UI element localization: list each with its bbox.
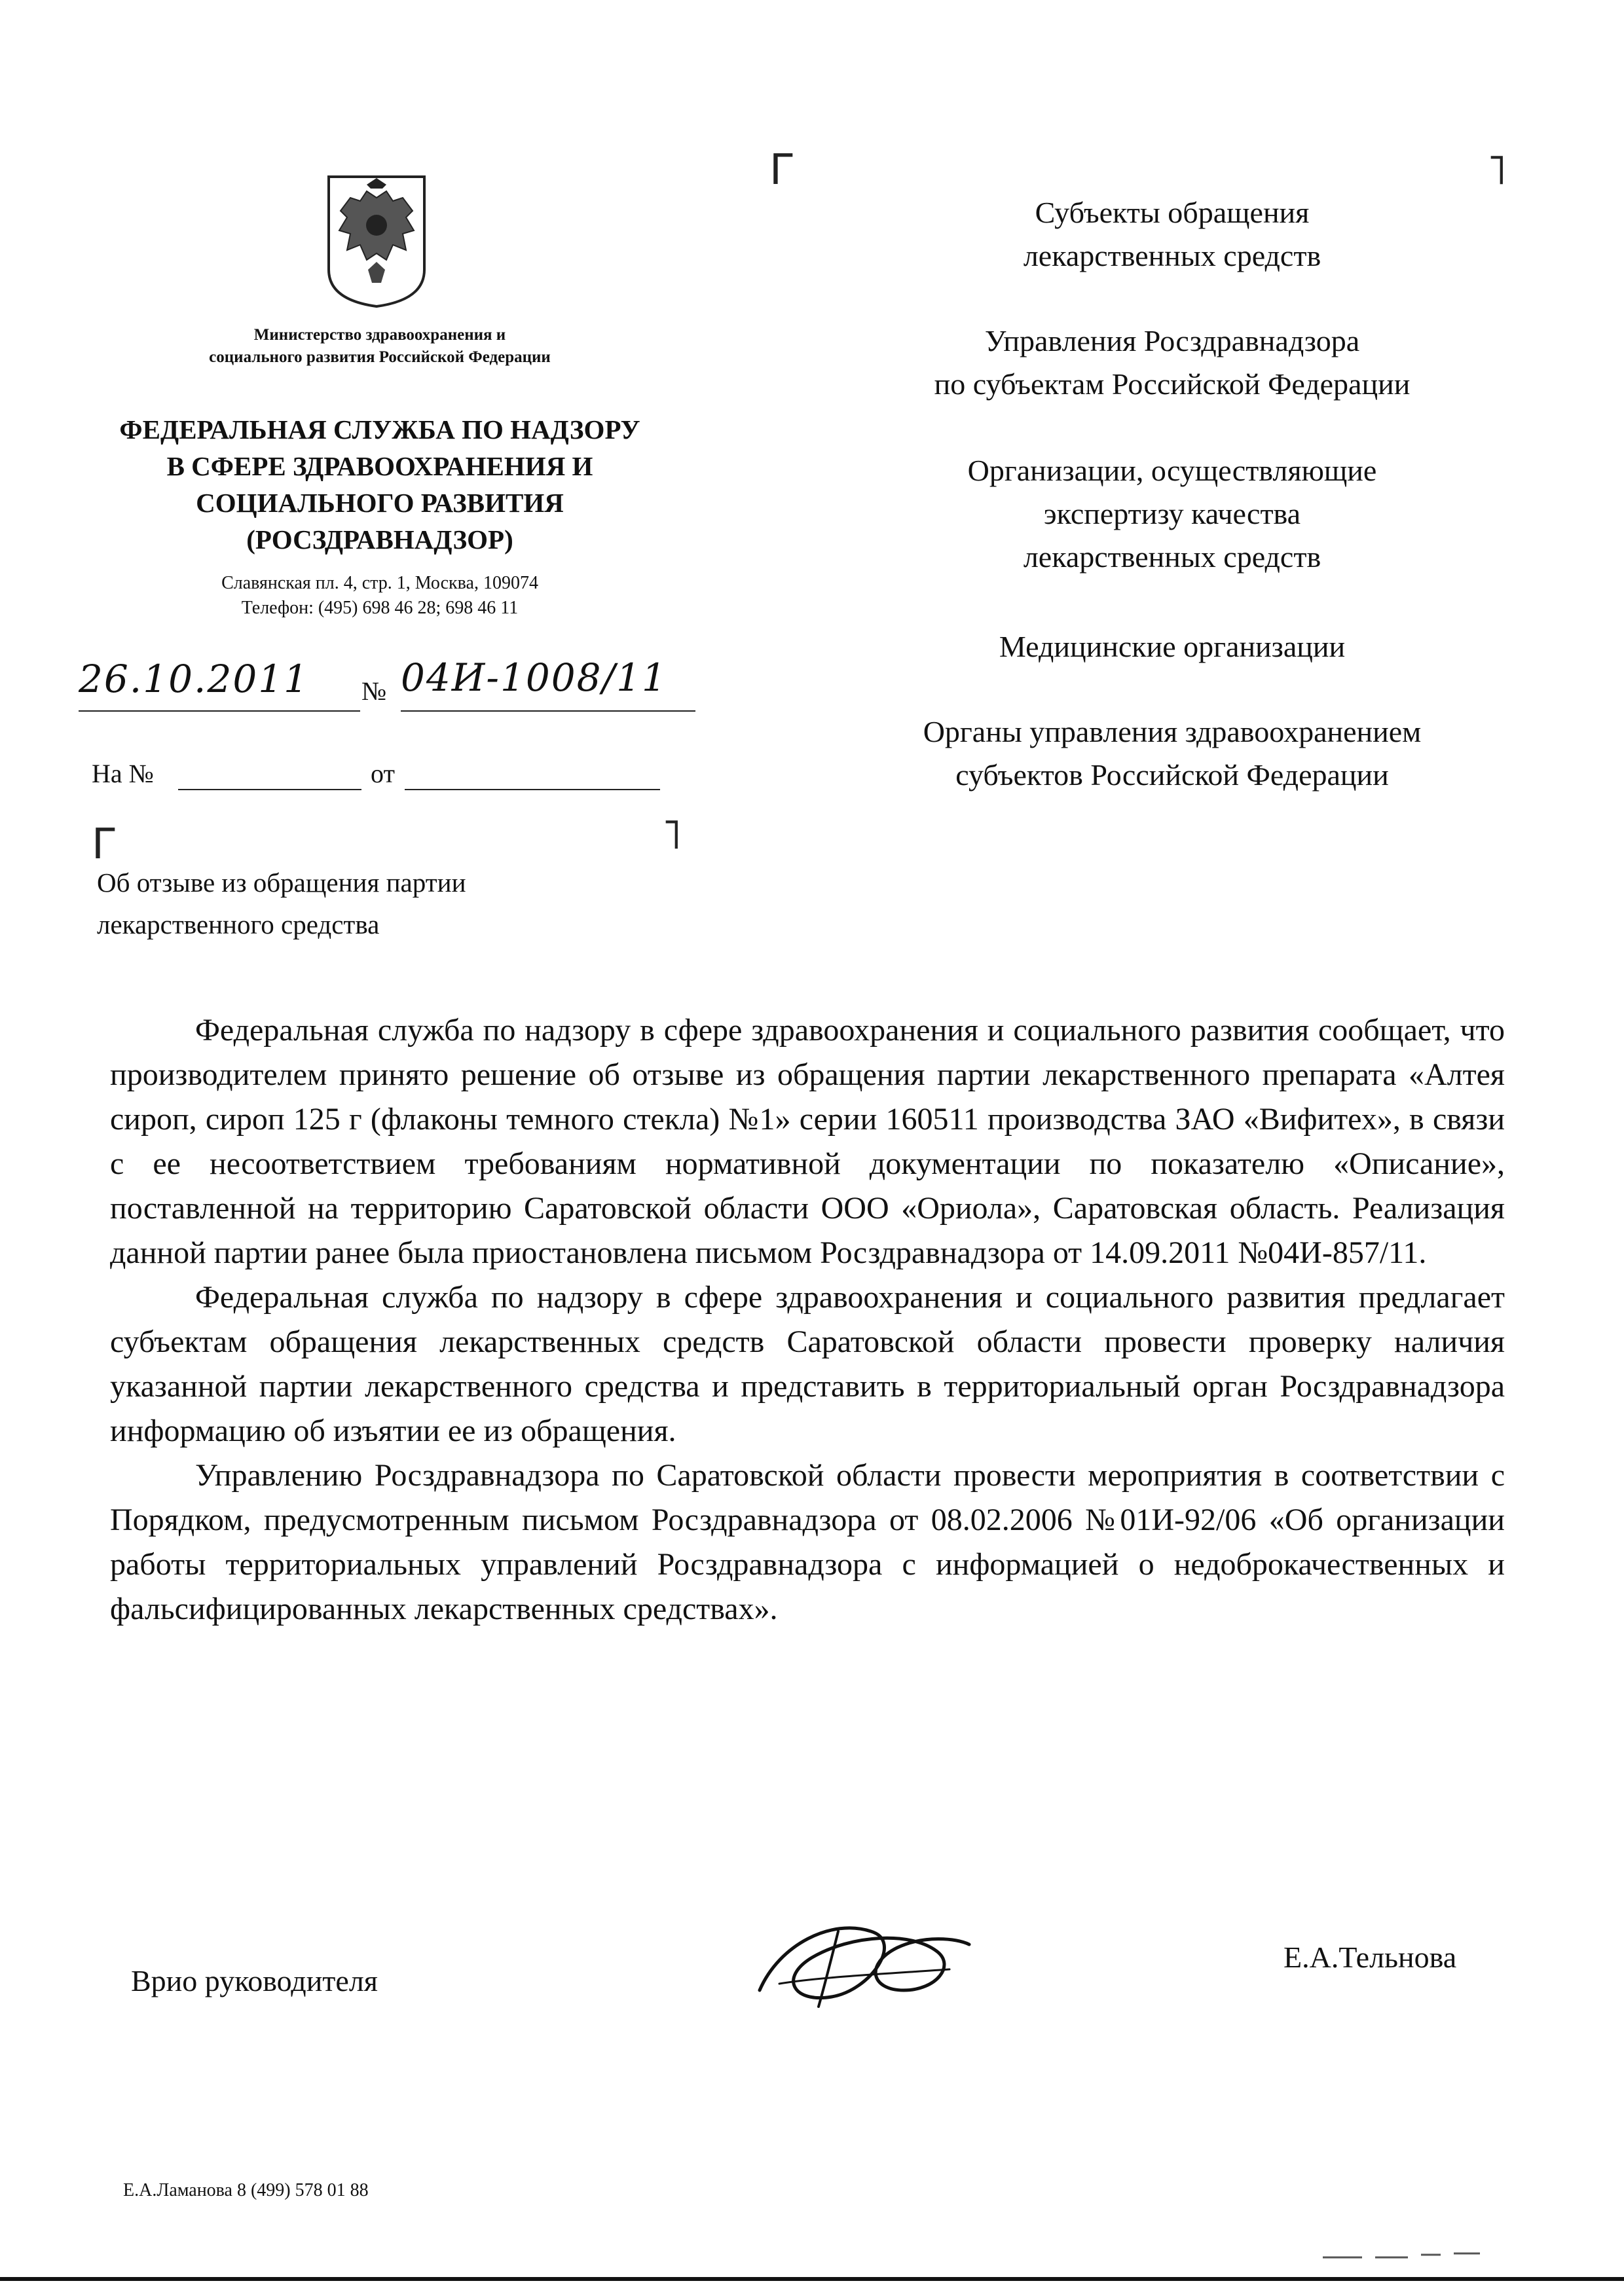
document-number: 04И-1008/11	[401, 655, 667, 700]
subject	[97, 862, 634, 945]
corner-mark: ˥	[1486, 146, 1507, 194]
reply-number-field	[178, 789, 361, 790]
service-name-line-1: ФЕДЕРАЛЬНАЯ СЛУЖБА ПО НАДЗОРУ	[119, 414, 640, 445]
signatory-position: Врио руководителя	[131, 1964, 378, 1997]
signatory-name: Е.А.Тельнова	[1283, 1941, 1457, 1974]
addressee-line: экспертизу качества	[1043, 497, 1301, 530]
addressee-line: лекарственных средств	[1023, 239, 1321, 272]
address: Славянская пл. 4, стр. 1, Москва, 109074	[221, 573, 538, 593]
subject-line-2: лекарственного средства	[97, 909, 380, 939]
ministry-line-1: Министерство здравоохранения и	[253, 326, 506, 344]
subject-line-1: Об отзыве из обращения партии	[97, 867, 466, 898]
addressee-group	[845, 191, 1500, 278]
addressee-line: Медицинские организации	[999, 630, 1346, 663]
addressee-line: по субъектам Российской Федерации	[934, 367, 1411, 401]
addressee-group	[845, 449, 1500, 579]
double-headed-eagle-emblem-icon	[321, 172, 432, 309]
addressee-group	[845, 319, 1500, 406]
number-underline	[401, 710, 695, 712]
body-paragraph-3: Управлению Росздравнадзора по Саратовской области провести мероприятия в соответствии с Порядком, предусмотренным письмом Росздравнадзора от 08.02.2006 №01И-92/06 «Об организации работы территориальных управлений Росздравнадзора с информацией о недоброкачественных и фальсифицированных лекарственных средствах».	[110, 1458, 1505, 1626]
number-label: №	[361, 676, 387, 706]
service-name-line-4: (РОСЗДРАВНАДЗОР)	[246, 524, 513, 555]
addressee-group	[845, 625, 1500, 668]
addressee-line: Субъекты обращения	[1035, 196, 1310, 229]
addressee-line: субъектов Российской Федерации	[955, 758, 1389, 792]
body-paragraph-2: Федеральная служба по надзору в сфере здравоохранения и социального развития предлагает субъектам обращения лекарственных средств Саратовской области провести проверку наличия указанной партии лекарственного средства и представить в территориальный орган Росздравнадзора информацию об изъятии ее из обращения.	[110, 1280, 1505, 1448]
phone: Телефон: (495) 698 46 28; 698 46 11	[241, 598, 519, 618]
service-name-line-3: СОЦИАЛЬНОГО РАЗВИТИЯ	[196, 488, 564, 518]
reply-from-field	[405, 789, 660, 790]
scan-artifact	[1323, 2246, 1480, 2265]
document-date: 26.10.2011	[79, 657, 310, 701]
letter-body	[110, 1008, 1505, 1631]
bottom-rule	[0, 2277, 1624, 2281]
corner-mark: ˥	[661, 811, 682, 859]
corner-mark: Γ	[769, 146, 793, 194]
body-paragraph-1: Федеральная служба по надзору в сфере здравоохранения и социального развития сообщает, что производителем принято решение об отзыве из обращения партии лекарственного препарата «Алтея сироп, сироп 125 г (флаконы темного стекла) №1» серии 160511 производства ЗАО «Вифитех», в связи с ее несоответствием требованиям нормативной документации по показателю «Описание», поставленной на территорию Саратовской области ООО «Ориола», Саратовская область. Реализация данной партии ранее была приостановлена письмом Росздравнадзора от 14.09.2011 №04И-857/11.	[110, 1013, 1505, 1270]
reply-number-label: На №	[92, 759, 154, 788]
addressee-group	[845, 710, 1500, 797]
addressee-line: Организации, осуществляющие	[967, 454, 1377, 487]
ministry-line-2: социального развития Российской Федерации	[209, 348, 551, 366]
date-underline	[79, 710, 360, 712]
handwritten-signature-icon	[740, 1892, 976, 2023]
addressee-line: Органы управления здравоохранением	[923, 715, 1422, 748]
contact-person: Е.А.Ламанова 8 (499) 578 01 88	[123, 2180, 369, 2200]
service-name-line-2: В СФЕРЕ ЗДРАВООХРАНЕНИЯ И	[166, 451, 593, 481]
reply-from-label: от	[371, 759, 395, 788]
corner-mark: Γ	[92, 820, 115, 869]
addressee-line: Управления Росздравнадзора	[984, 324, 1360, 357]
addressee-line: лекарственных средств	[1023, 540, 1321, 574]
